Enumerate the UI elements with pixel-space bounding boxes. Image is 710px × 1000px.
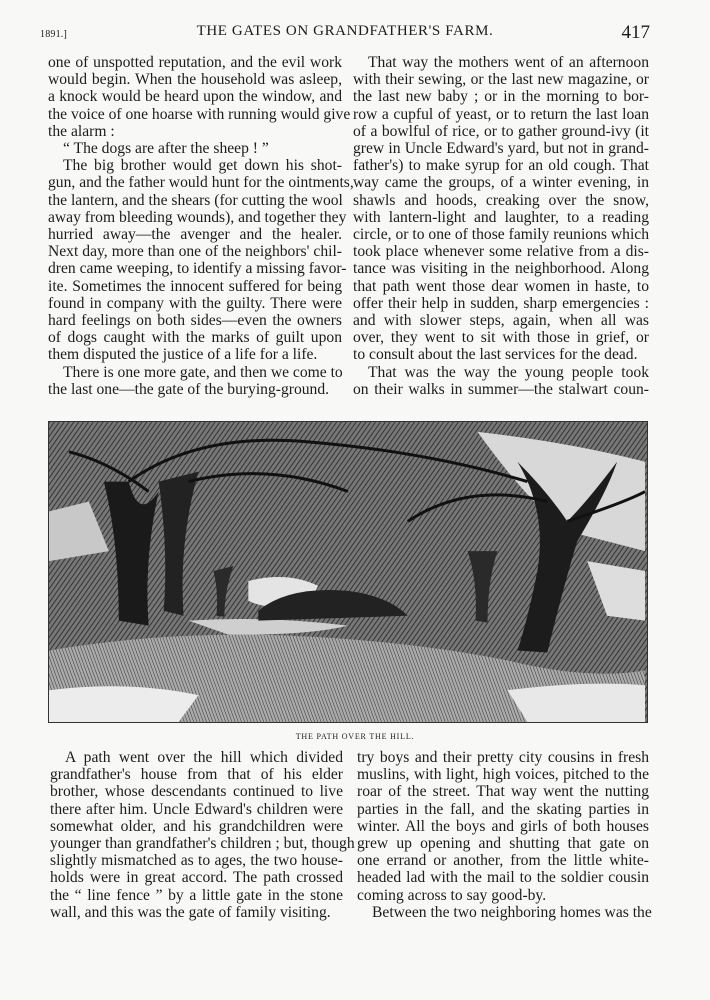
- text-line: circle, or to one of those family reunions which: [353, 226, 649, 244]
- illustration-path-over-hill: [48, 421, 648, 723]
- text-line: A path went over the hill which divided: [65, 749, 343, 766]
- text-line: try boys and their pretty city cousins in fresh: [357, 749, 649, 766]
- text-line: there after him. Uncle Edward's children were: [50, 800, 343, 818]
- text-line: headed lad with the mail to the soldier cousin: [357, 869, 649, 887]
- text-line: away from bleeding wounds), and together they: [48, 208, 347, 226]
- text-line: winter. All the boys and girls of both houses: [357, 817, 649, 835]
- text-line: hurried away—the avenger and the healer.: [48, 226, 342, 244]
- text-line: father's) to make syrup for an old cough. That: [353, 157, 649, 175]
- text-line: the last one—the gate of the burying-ground.: [48, 380, 330, 398]
- text-line: the “ line fence ” by a little gate in the stone: [50, 886, 343, 904]
- text-line: and with slower steps, again, when all was: [353, 312, 649, 330]
- text-line: over, they went to sit with those in grief, or: [353, 329, 649, 347]
- text-line: That way the mothers went of an afternoon: [368, 54, 649, 71]
- text-line: of a bowlful of rice, or to gather ground-ivy (it: [353, 122, 649, 140]
- text-line: grew in Uncle Edward's yard, but not in grand-: [353, 140, 649, 158]
- text-line: parties in the fall, and the skating parties in: [357, 800, 649, 818]
- engraving-trees-icon: [49, 422, 647, 722]
- text-line: on their walks in summer—the stalwart coun-: [353, 380, 649, 398]
- column-top-right: [353, 54, 649, 398]
- header-year: 1891.]: [40, 29, 68, 40]
- text-line: the lantern, and the shears (for cutting the wool: [48, 191, 343, 209]
- text-line: found in company with the guilty. There were: [48, 294, 342, 312]
- text-line: a knock would be heard upon the window, and: [48, 88, 342, 106]
- text-line: Next day, more than one of the neighbors' chil-: [48, 243, 342, 261]
- text-line: the voice of one hoarse with running would give: [48, 105, 351, 123]
- text-line: coming across to say good-by.: [357, 886, 547, 904]
- column-top-left: [48, 54, 354, 398]
- text-line: offer their help in sudden, sharp emergencies :: [353, 294, 649, 312]
- text-line: brother, whose descendants continued to live: [50, 783, 343, 801]
- page-number: 417: [621, 22, 650, 43]
- text-line: dren came weeping, to identify a missing favor-: [48, 260, 347, 278]
- text-line: one of unspotted reputation, and the evil work: [48, 54, 342, 71]
- text-line: the last new baby ; or in the morning to bor-: [353, 88, 649, 106]
- text-line: grew up opening and shutting that gate on: [357, 835, 649, 853]
- text-line: “ The dogs are after the sheep ! ”: [63, 140, 269, 158]
- text-line: took place whenever some relative from a dis-: [353, 243, 649, 261]
- text-line: That was the way the young people took: [368, 363, 649, 381]
- text-line: to consult about the last services for the dead.: [353, 346, 638, 364]
- text-line: somewhat older, and his grandchildren were: [50, 817, 343, 835]
- text-line: of dogs caught with the marks of guilt upon: [48, 329, 342, 347]
- header-title: THE GATES ON GRANDFATHER'S FARM.: [196, 23, 494, 39]
- text-line: grandfather's house from that of his elder: [50, 766, 343, 784]
- column-bottom-left: [50, 749, 355, 921]
- text-line: roar of the street. That way went the nutting: [357, 783, 649, 801]
- text-line: row a cupful of yeast, or to return the last loan: [353, 105, 649, 123]
- text-line: ite. Sometimes the innocent suffered for being: [48, 277, 342, 295]
- column-bottom-right: [357, 749, 652, 921]
- illustration-caption: THE PATH OVER THE HILL.: [295, 732, 415, 741]
- text-line: The big brother would get down his shot-: [63, 157, 342, 175]
- text-line: younger than grandfather's children ; but, though: [50, 835, 355, 853]
- text-line: with lantern-light and laughter, to a reading: [353, 208, 649, 226]
- text-line: tance was visiting in the neighborhood. Along: [353, 260, 649, 278]
- text-line: gun, and the father would hunt for the ointments,: [48, 174, 354, 192]
- text-line: Between the two neighboring homes was the: [372, 903, 652, 921]
- text-line: way came the groups, of a winter evening, in: [353, 174, 649, 192]
- text-line: holds were in great accord. The path crossed: [50, 869, 343, 887]
- text-line: There is one more gate, and then we come to: [63, 363, 343, 381]
- text-line: would begin. When the household was asleep,: [48, 71, 342, 89]
- running-header: [0, 20, 710, 50]
- text-line: that path went those dear women in haste, to: [353, 277, 649, 295]
- text-line: muslins, with light, high voices, pitched to the: [357, 766, 649, 784]
- text-line: slightly mismatched as to ages, the two house-: [50, 852, 343, 870]
- text-line: the alarm :: [48, 122, 115, 140]
- text-line: shawls and hoods, creaking over the snow,: [353, 191, 649, 209]
- text-line: with their sewing, or the last new magazine, or: [353, 71, 649, 89]
- text-line: them disputed the justice of a life for a life.: [48, 346, 318, 364]
- text-line: wall, and this was the gate of family visiting.: [50, 903, 331, 921]
- text-line: one errand or another, from the little white-: [357, 852, 649, 870]
- text-line: hard feelings on both sides—even the owners: [48, 312, 342, 330]
